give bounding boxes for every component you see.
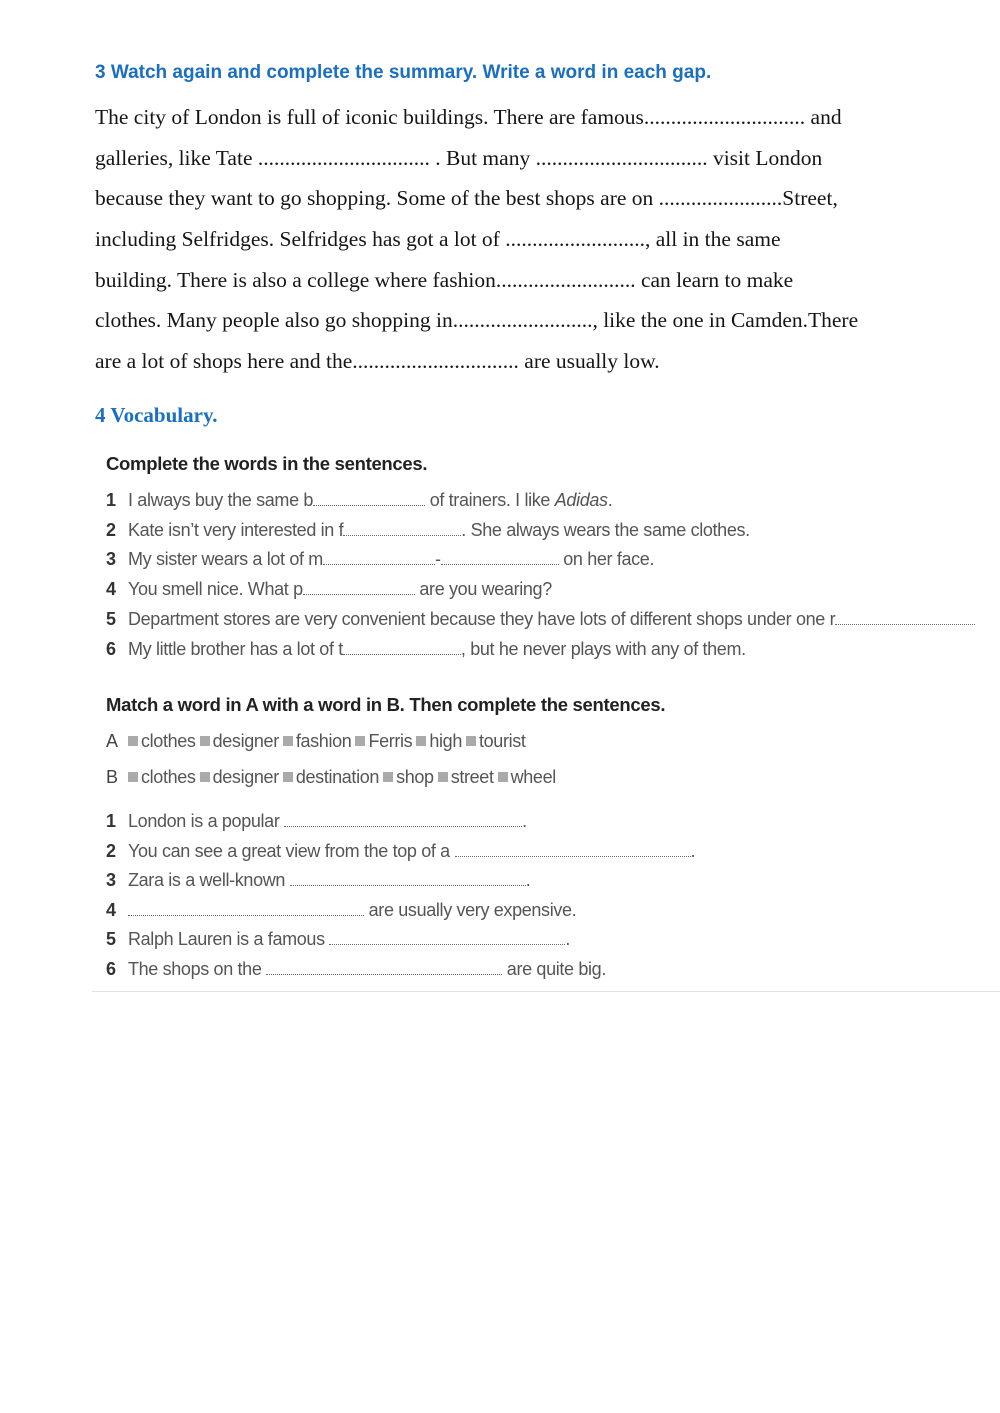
answer-gap[interactable] [323, 563, 435, 565]
item-number: 1 [106, 811, 116, 831]
section-3-title: 3 Watch again and complete the summary. Write a word in each gap. [95, 62, 712, 83]
word: shop [396, 767, 434, 787]
item-text: Department stores are very convenient because they have lots of different shops under one r [128, 609, 836, 629]
complete-words-heading: Complete the words in the sentences. [106, 453, 428, 474]
square-bullet-icon [283, 736, 293, 746]
answer-gap[interactable] [290, 884, 526, 886]
word: wheel [510, 767, 556, 787]
answer-gap[interactable] [455, 855, 691, 857]
item-text: . She always wears the same clothes. [461, 520, 750, 540]
item-number: 5 [106, 609, 116, 629]
item-text: - [434, 549, 441, 569]
item-number: 6 [106, 639, 116, 659]
item-text: You can see a great view from the top of a [128, 841, 450, 861]
item-text: are usually very expensive. [364, 900, 577, 920]
summary-line-5: building. There is also a college where fashion.......................... can learn to make [95, 268, 794, 292]
word-row-b [106, 767, 556, 788]
complete-item-4 [106, 579, 552, 600]
word: tourist [478, 731, 526, 751]
match-item-3 [106, 870, 530, 891]
word-row-a [106, 731, 526, 752]
square-bullet-icon [498, 772, 508, 782]
summary-line-7: are a lot of shops here and the............................... are usually low. [95, 349, 660, 373]
item-text: of trainers. I like [425, 490, 555, 510]
summary-line-1: The city of London is full of iconic buildings. There are famous.............................. and [95, 105, 842, 129]
square-bullet-icon [200, 772, 210, 782]
match-item-4 [106, 900, 576, 921]
divider [92, 991, 1000, 992]
item-text: . [522, 811, 527, 831]
answer-gap[interactable] [343, 534, 461, 536]
item-number: 4 [106, 579, 116, 599]
answer-gap[interactable] [266, 973, 502, 975]
summary-line-6: clothes. Many people also go shopping in.........................., like the one in Camden.There [95, 308, 859, 332]
item-number: 4 [106, 900, 116, 920]
word: designer [212, 731, 279, 751]
word: Ferris [368, 731, 413, 751]
item-text: . [525, 870, 531, 890]
item-text: are you wearing? [414, 579, 552, 599]
word: clothes [141, 731, 196, 751]
square-bullet-icon [283, 772, 293, 782]
item-text: . [690, 841, 696, 861]
row-label: A [106, 731, 118, 751]
item-number: 2 [106, 841, 116, 861]
answer-gap[interactable] [284, 825, 522, 827]
answer-gap[interactable] [329, 943, 565, 945]
answer-gap[interactable] [343, 653, 461, 655]
item-text: London is a popular [128, 811, 280, 831]
answer-gap[interactable] [441, 563, 559, 565]
match-item-5 [106, 929, 570, 950]
square-bullet-icon [466, 736, 476, 746]
complete-item-1 [106, 490, 612, 511]
item-text: Kate isn’t very interested in f [128, 520, 344, 540]
item-text: Ralph Lauren is a famous [128, 929, 325, 949]
item-text-italic: Adidas [554, 490, 608, 510]
match-words-heading: Match a word in A with a word in B. Then complete the sentences. [106, 694, 666, 715]
complete-item-2 [106, 520, 750, 541]
item-number: 6 [106, 959, 116, 979]
complete-item-3 [106, 549, 654, 570]
summary-line-4: including Selfridges. Selfridges has got a lot of .........................., all in the same [95, 227, 781, 251]
word: street [450, 767, 494, 787]
match-item-2 [106, 841, 695, 862]
square-bullet-icon [355, 736, 365, 746]
answer-gap[interactable] [128, 914, 364, 916]
answer-gap[interactable] [313, 504, 425, 506]
word: high [429, 731, 462, 751]
word: destination [295, 767, 380, 787]
square-bullet-icon [200, 736, 210, 746]
item-text: Zara is a well-known [128, 870, 286, 890]
item-number: 3 [106, 870, 116, 890]
item-text: . [607, 490, 613, 510]
answer-gap[interactable] [835, 623, 975, 625]
item-text: The shops on the [128, 959, 262, 979]
item-number: 5 [106, 929, 116, 949]
word: clothes [141, 767, 196, 787]
item-text: on her face. [558, 549, 655, 569]
row-label: B [106, 767, 118, 787]
complete-item-5 [106, 609, 975, 630]
match-item-1 [106, 811, 527, 832]
summary-line-3: because they want to go shopping. Some of the best shops are on .......................Street, [95, 186, 838, 210]
section-4-title: 4 Vocabulary. [95, 403, 218, 427]
square-bullet-icon [128, 772, 138, 782]
item-number: 1 [106, 490, 116, 510]
match-item-6 [106, 959, 606, 980]
item-text: My little brother has a lot of t [128, 639, 343, 659]
item-number: 2 [106, 520, 116, 540]
item-text: . [565, 929, 571, 949]
square-bullet-icon [416, 736, 426, 746]
summary-line-2: galleries, like Tate ................................ . But many ................................ visit London [95, 146, 823, 170]
square-bullet-icon [383, 772, 393, 782]
item-text: , but he never plays with any of them. [460, 639, 746, 659]
item-text: My sister wears a lot of m [128, 549, 323, 569]
item-text: I always buy the same b [128, 490, 314, 510]
answer-gap[interactable] [303, 593, 415, 595]
item-text: are quite big. [502, 959, 606, 979]
square-bullet-icon [438, 772, 448, 782]
item-text: You smell nice. What p [128, 579, 303, 599]
square-bullet-icon [128, 736, 138, 746]
word: fashion [295, 731, 352, 751]
word: designer [212, 767, 279, 787]
item-number: 3 [106, 549, 116, 569]
complete-item-6 [106, 639, 746, 660]
